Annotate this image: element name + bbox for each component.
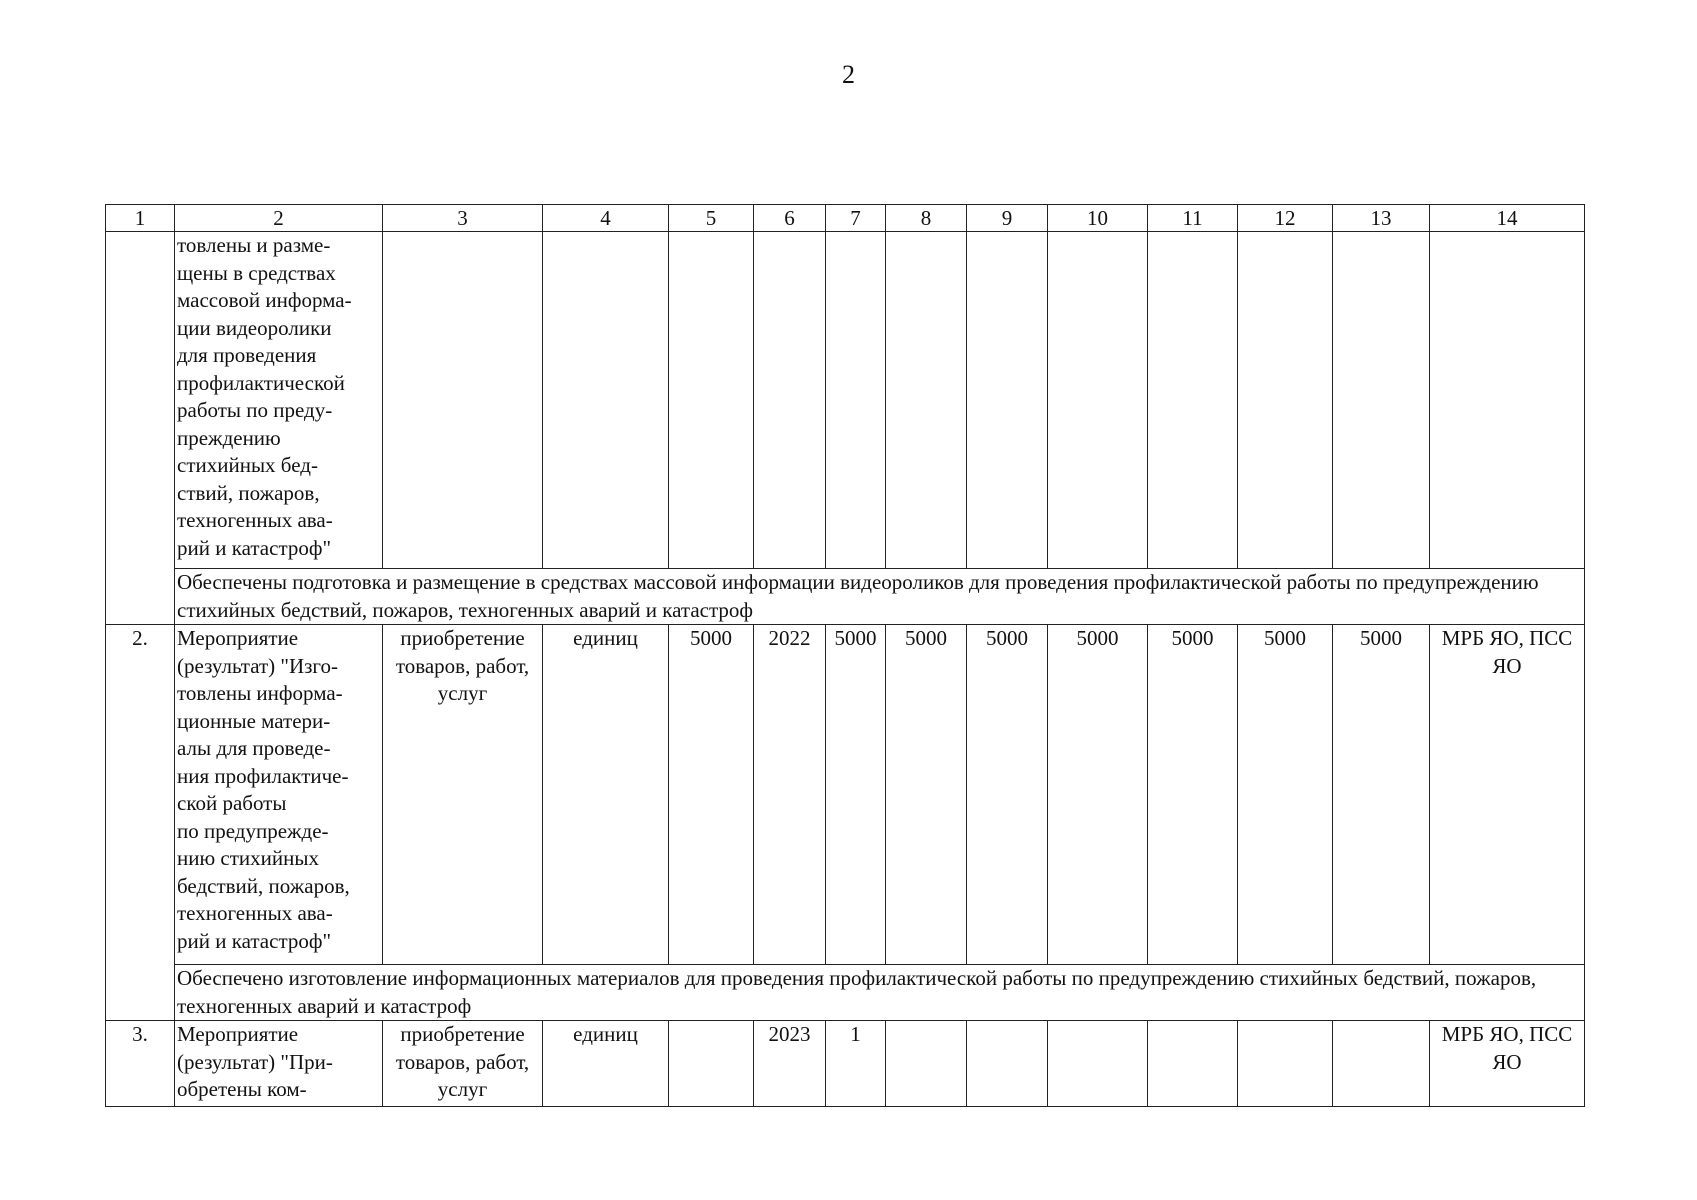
value-col-11: 5000 (1148, 625, 1238, 965)
column-number: 10 (1048, 205, 1148, 232)
responsible (1430, 232, 1585, 569)
value-col-8 (886, 1021, 967, 1107)
value-col-11 (1148, 232, 1238, 569)
value-col-12 (1238, 1021, 1333, 1107)
responsible: МРБ ЯО, ПСС ЯО (1430, 1021, 1585, 1107)
value-col-8 (886, 232, 967, 569)
column-number: 2 (175, 205, 383, 232)
measure-type: приобретение товаров, работ, услуг (383, 625, 543, 965)
base-value (669, 1021, 754, 1107)
column-number: 13 (1333, 205, 1430, 232)
measure-name: Мероприятие (результат) "Изго- товлены информа- ционные матери- алы для проведе- ния профилактиче- ской работы по предупрежде- нию стихийных бедствий, пожаров, техногенных ава- рий и катастроф" (175, 625, 383, 965)
table-row (106, 232, 1585, 569)
value-col-13 (1333, 1021, 1430, 1107)
value-col-9 (967, 232, 1048, 569)
value-col-13 (1333, 232, 1430, 569)
value-col-12 (1238, 232, 1333, 569)
value-col-10: 5000 (1048, 625, 1148, 965)
result-summary: Обеспечено изготовление информационных материалов для проведения профилактической работы по предупреждению стихийных бедствий, пожаров, техногенных аварий и катастроф (175, 965, 1585, 1021)
column-number: 5 (669, 205, 754, 232)
column-number: 14 (1430, 205, 1585, 232)
table-row (106, 625, 1585, 965)
value-col-11 (1148, 1021, 1238, 1107)
base-value (669, 232, 754, 569)
column-number: 3 (383, 205, 543, 232)
column-number: 4 (543, 205, 669, 232)
page-number: 2 (842, 60, 855, 89)
table-row (106, 1021, 1585, 1107)
unit: единиц (543, 625, 669, 965)
column-number: 12 (1238, 205, 1333, 232)
column-number: 7 (826, 205, 886, 232)
column-number: 11 (1148, 205, 1238, 232)
base-value: 5000 (669, 625, 754, 965)
result-summary: Обеспечены подготовка и размещение в средствах массовой информации видеороликов для проведения профилактической работы по предупреждению стихийных бедствий, пожаров, техногенных аварий и катастроф (175, 569, 1585, 625)
value-col-8: 5000 (886, 625, 967, 965)
value-col-9 (967, 1021, 1048, 1107)
value-col-7: 5000 (826, 625, 886, 965)
summary-row (106, 569, 1585, 625)
value-col-13: 5000 (1333, 625, 1430, 965)
value-col-12: 5000 (1238, 625, 1333, 965)
measure-type (383, 232, 543, 569)
row-number (106, 232, 175, 625)
column-number: 8 (886, 205, 967, 232)
base-year: 2023 (754, 1021, 826, 1107)
value-col-9: 5000 (967, 625, 1048, 965)
base-year: 2022 (754, 625, 826, 965)
indicators-table (105, 204, 1585, 1107)
row-number: 2. (106, 625, 175, 1021)
value-col-10 (1048, 232, 1148, 569)
column-number: 9 (967, 205, 1048, 232)
column-number: 6 (754, 205, 826, 232)
measure-type: приобретение товаров, работ, услуг (383, 1021, 543, 1107)
base-year (754, 232, 826, 569)
row-number: 3. (106, 1021, 175, 1107)
measure-name: Мероприятие (результат) "При- обретены ком- (175, 1021, 383, 1107)
unit: единиц (543, 1021, 669, 1107)
value-col-10 (1048, 1021, 1148, 1107)
column-number-row (106, 205, 1585, 232)
value-col-7 (826, 232, 886, 569)
summary-row (106, 965, 1585, 1021)
value-col-7: 1 (826, 1021, 886, 1107)
unit (543, 232, 669, 569)
measure-name: товлены и разме- щены в средствах массовой информа- ции видеоролики для проведения профилактической работы по преду- преждению стихийных бед- ствий, пожаров, техногенных ава- рий и катастроф" (175, 232, 383, 569)
responsible: МРБ ЯО, ПСС ЯО (1430, 625, 1585, 965)
column-number: 1 (106, 205, 175, 232)
